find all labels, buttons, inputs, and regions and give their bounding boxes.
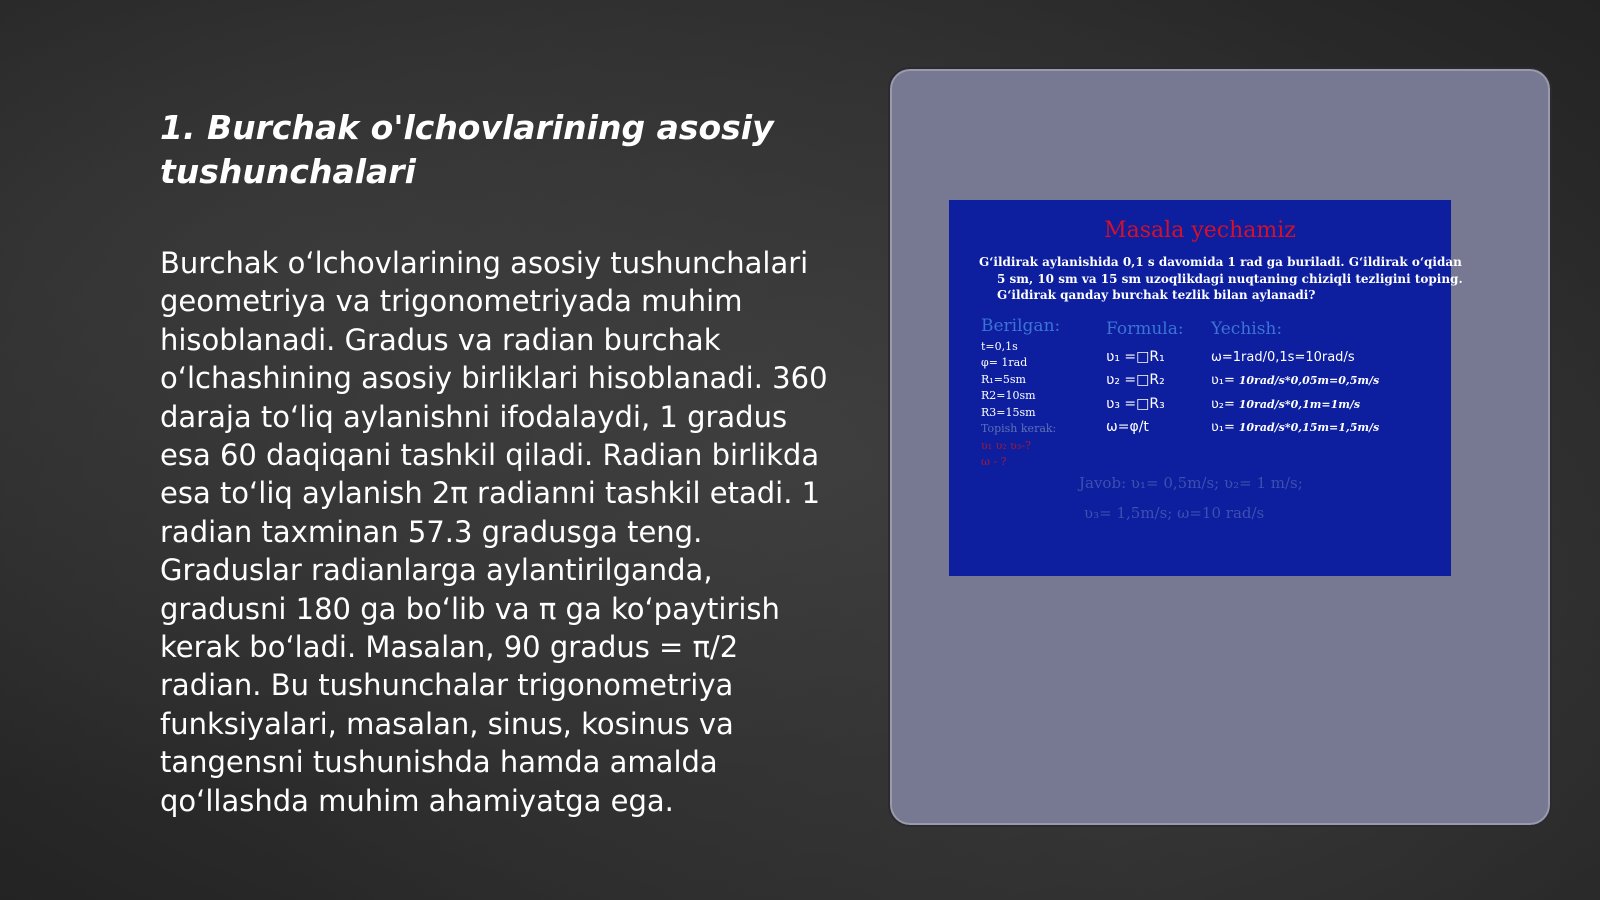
slide-heading: 1. Burchak o'lchovlarining asosiy tushunchalari bbox=[160, 108, 774, 191]
problem-line: G‘ildirak aylanishida 0,1 s davomida 1 rad ga buriladi. G‘ildirak o‘qidan bbox=[979, 255, 1462, 269]
solution-label: ʋ₁= bbox=[1211, 373, 1235, 388]
solution-label: ʋ₂= bbox=[1211, 396, 1235, 412]
given-item: ω - ? bbox=[981, 455, 1007, 468]
solution-line bbox=[1211, 416, 1441, 440]
answer-line: ʋ₃= 1,5m/s; ω=10 rad/s bbox=[1084, 504, 1265, 522]
given-item: ʋ₁ ʋ₂ ʋ₃-? bbox=[981, 438, 1031, 452]
solution-line: ω=1rad/0,1s=10rad/s bbox=[1211, 349, 1355, 365]
answer-block bbox=[1079, 468, 1303, 528]
formula-column bbox=[1106, 318, 1196, 440]
solution-header: Yechish: bbox=[1211, 319, 1283, 339]
given-item: t=0,1s bbox=[981, 339, 1018, 353]
problem-line: 5 sm, 10 sm va 15 sm uzoqlikdagi nuqtaning chiziqli tezligini toping. bbox=[997, 271, 1463, 286]
problem-line: G‘ildirak qanday burchak tezlik bilan aylanadi? bbox=[997, 288, 1316, 302]
embedded-problem-slide bbox=[949, 200, 1463, 576]
given-item: Topish kerak: bbox=[981, 422, 1057, 435]
solution-line bbox=[1211, 393, 1441, 417]
given-item: R2=10sm bbox=[981, 389, 1036, 402]
given-header: Berilgan: bbox=[981, 316, 1061, 336]
given-item: φ= 1rad bbox=[981, 356, 1028, 369]
given-item: R₁=5sm bbox=[981, 372, 1026, 386]
solution-value: 10rad/s*0,15m=1,5m/s bbox=[1238, 421, 1380, 434]
solution-value: 10rad/s*0,05m=0,5m/s bbox=[1238, 374, 1380, 387]
body-paragraph: Burchak o‘lchovlarining asosiy tushunchalari geometriya va trigonometriyada muhim hisoblanadi. Gradus va radian burchak o‘lchashining asosiy birliklari hisoblanadi. 360 daraja to‘liq aylanishni ifodalaydi, 1 gradus esa 60 daqiqani tashkil qiladi. Radian birlikda esa to‘liq aylanish 2π radianni tashkil etadi. 1 radian taxminan 57.3 gradusga teng. Graduslar radianlarga aylantirilganda, gradusni 180 ga bo‘lib va π ga ko‘paytirish kerak bo‘ladi. Masalan, 90 gradus = π/2 radian. Bu tushunchalar trigonometriya funksiyalari, masalan, sinus, kosinus va tangensni tushunishda hamda amalda qo‘llashda muhim ahamiyatga ega. bbox=[160, 246, 828, 818]
formula-item: ʋ₁ =□R₁ bbox=[1106, 348, 1165, 365]
formula-header: Formula: bbox=[1106, 319, 1184, 339]
problem-statement bbox=[979, 254, 1463, 304]
solution-label: ʋ₁= bbox=[1211, 420, 1235, 435]
solution-column bbox=[1211, 318, 1441, 440]
problem-slide-title: Masala yechamiz bbox=[1104, 218, 1296, 243]
answer-line: Javob: ʋ₁= 0,5m/s; ʋ₂= 1 m/s; bbox=[1079, 474, 1303, 492]
formula-item: ʋ₂ =□R₂ bbox=[1106, 372, 1165, 388]
given-item: R3=15sm bbox=[981, 405, 1036, 419]
formula-item: ʋ₃ =□R₃ bbox=[1106, 395, 1165, 412]
solution-line bbox=[1211, 369, 1441, 393]
solution-value: 10rad/s*0,1m=1m/s bbox=[1238, 397, 1361, 411]
formula-item: ω=φ/t bbox=[1106, 419, 1149, 435]
given-column bbox=[981, 318, 1081, 471]
